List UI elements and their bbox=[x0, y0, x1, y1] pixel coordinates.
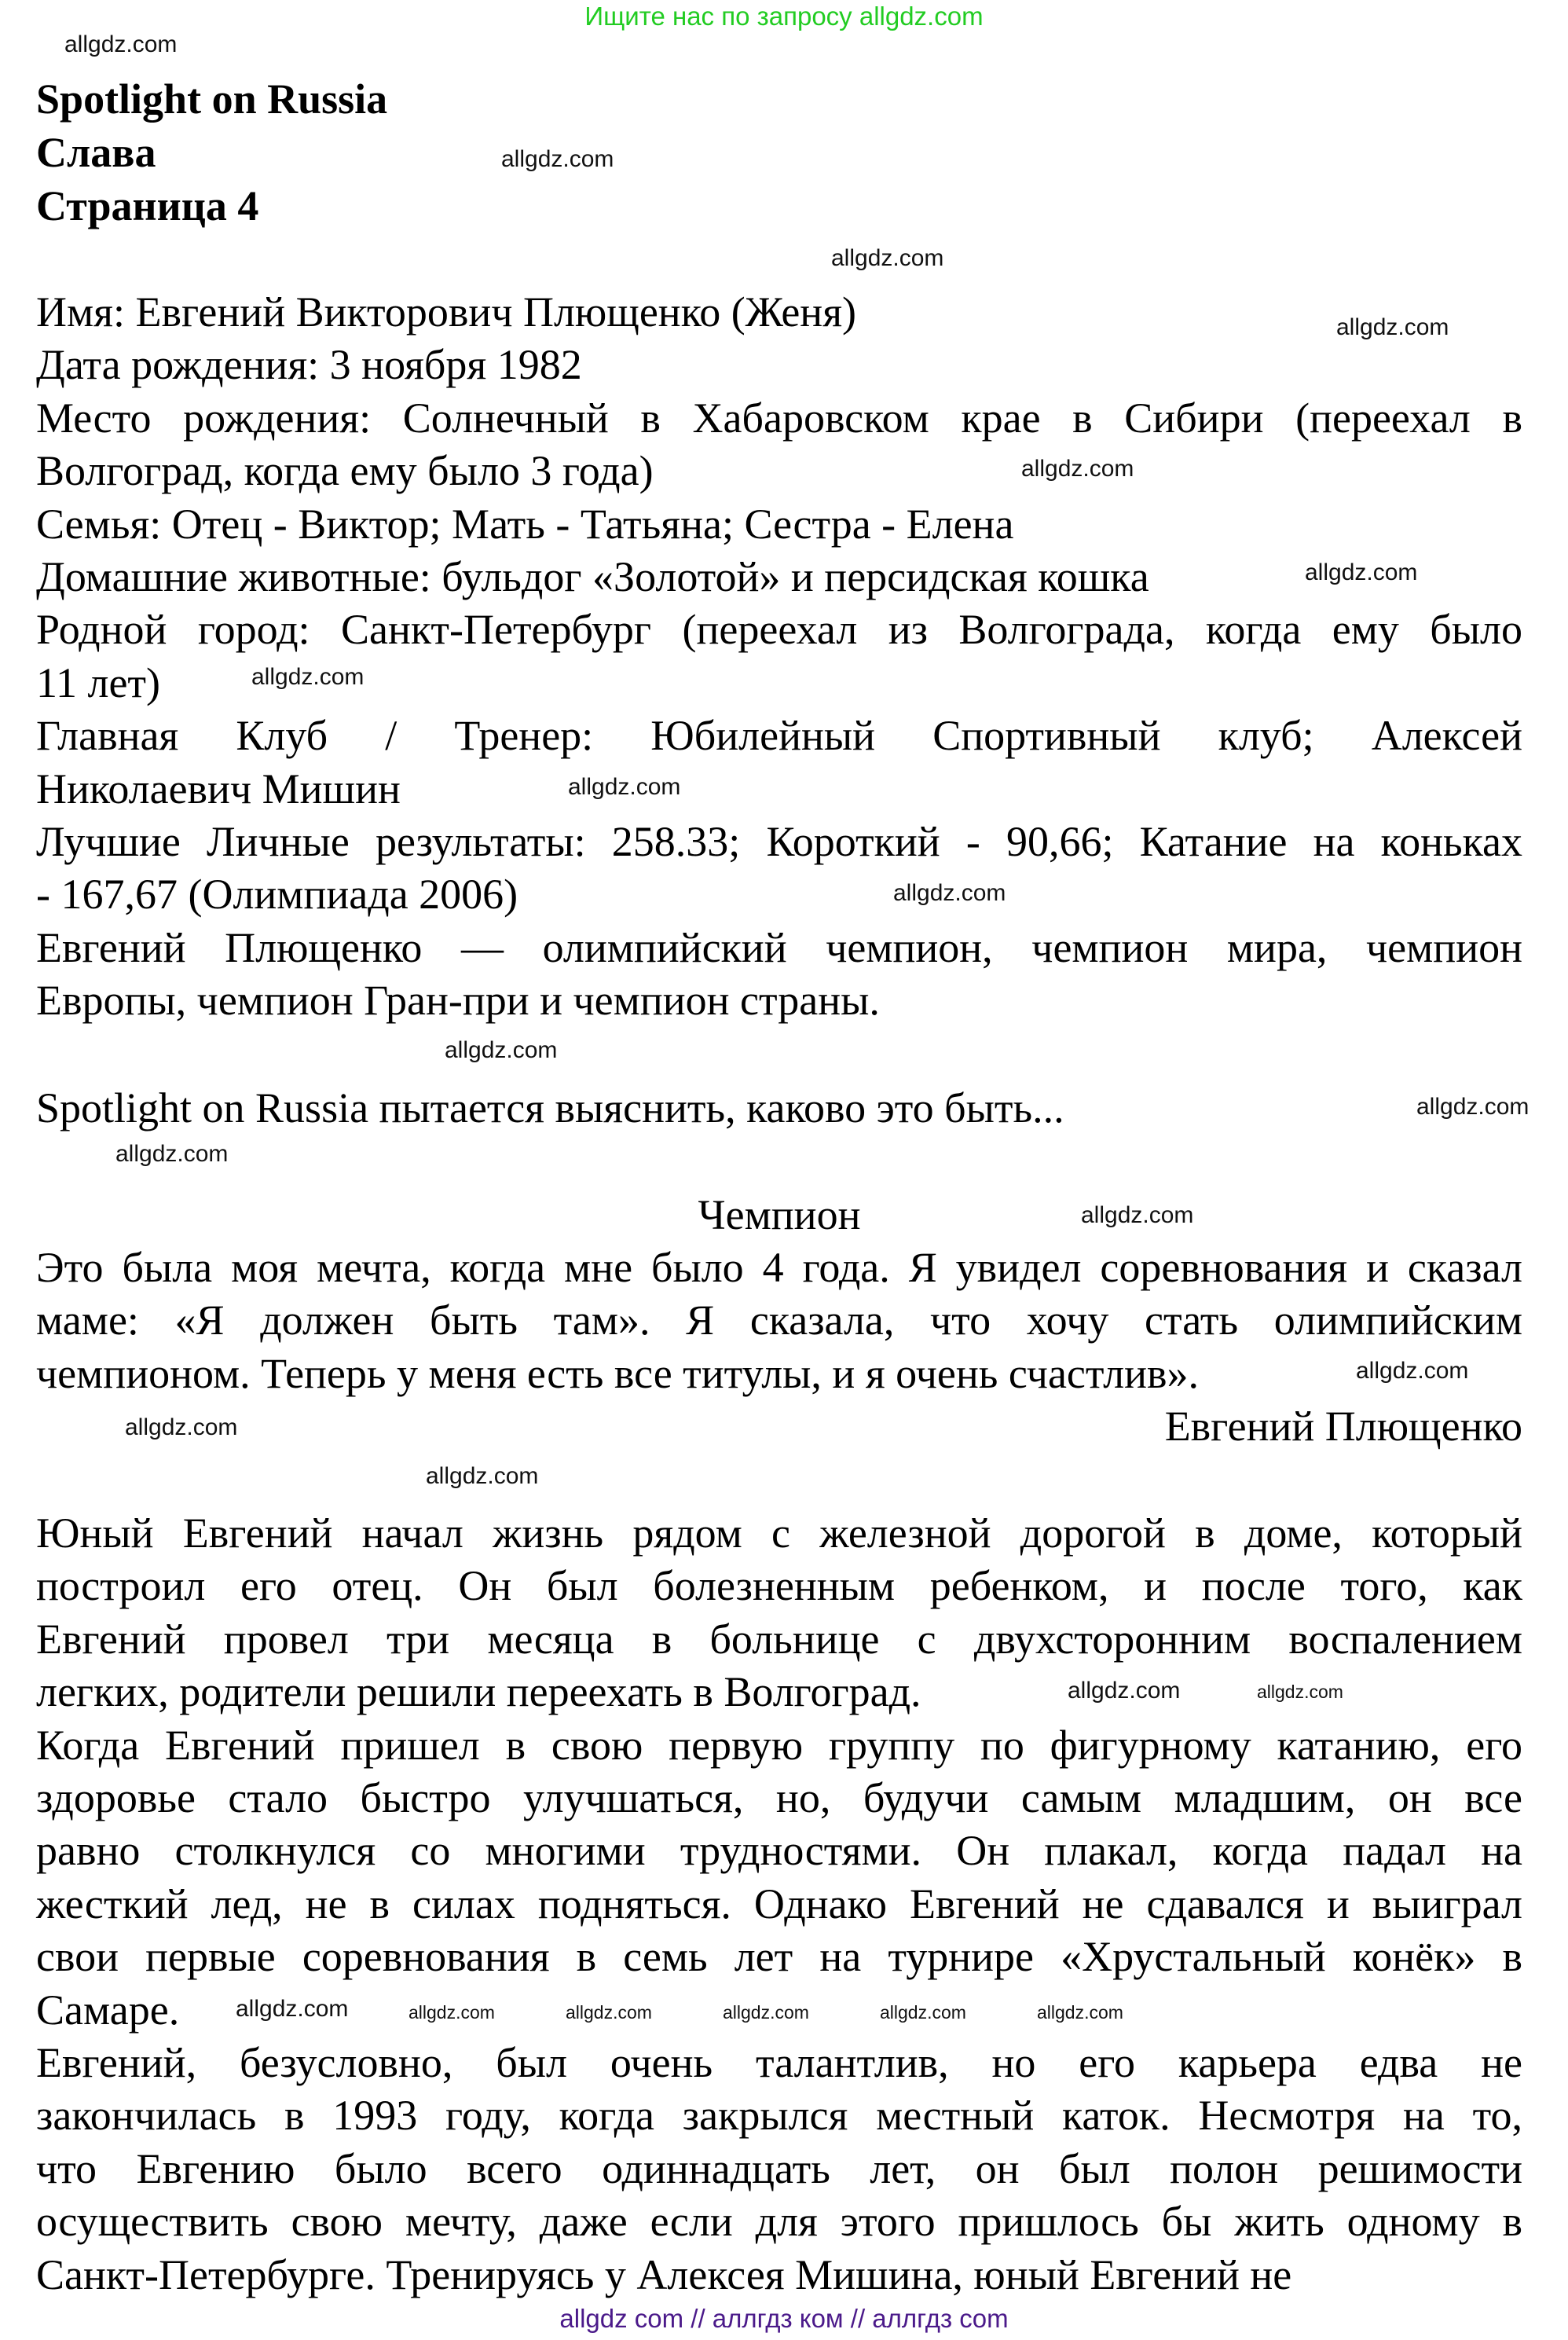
watermark: allgdz.com bbox=[1305, 559, 1418, 585]
champion-heading: Чемпион bbox=[698, 1191, 861, 1238]
watermark: allgdz.com bbox=[1021, 456, 1134, 482]
paragraph bbox=[36, 603, 1522, 710]
watermark: allgdz.com bbox=[566, 2002, 652, 2023]
watermark: allgdz.com bbox=[501, 146, 614, 172]
paragraph bbox=[36, 498, 1522, 551]
text-line: Spotlight on Russia пытается выяснить, каково это быть... bbox=[36, 1084, 1064, 1131]
paragraph bbox=[36, 339, 1522, 391]
text-line: Николаевич Мишин bbox=[36, 765, 401, 812]
paragraph bbox=[36, 1242, 1522, 1400]
watermark: allgdz.com bbox=[1081, 1202, 1194, 1228]
text-line: Домашние животные: бульдог «Золотой» и персидская кошка bbox=[36, 553, 1149, 601]
section-title: Слава bbox=[36, 129, 156, 176]
watermark: allgdz.com bbox=[723, 2002, 809, 2023]
info-section bbox=[36, 286, 1522, 1028]
text-line: Семья: Отец - Виктор; Мать - Татьяна; Сестра - Елена bbox=[36, 500, 1014, 548]
quote-author: Евгений Плющенко bbox=[1164, 1403, 1522, 1451]
text-line: Волгоград, когда ему было 3 года) bbox=[36, 447, 654, 495]
top-banner: Ищите нас по запросу allgdz.com bbox=[584, 2, 984, 31]
watermark: allgdz.com bbox=[251, 664, 365, 690]
watermark: allgdz.com bbox=[1336, 314, 1449, 340]
text-line: Евгений, безусловно, был очень талантлив, но его карьера едва не bbox=[36, 2039, 1522, 2087]
text-line: Дата рождения: 3 ноября 1982 bbox=[36, 341, 582, 389]
bottom-banner: allgdz com // аллгдз ком // аллгдз com bbox=[559, 2304, 1009, 2333]
text-line: Имя: Евгений Викторович Плющенко (Женя) bbox=[36, 288, 857, 336]
watermark: allgdz.com bbox=[1068, 1678, 1181, 1704]
paragraph bbox=[36, 1082, 1522, 1135]
paragraph bbox=[36, 922, 1522, 1028]
watermark: allgdz.com bbox=[1416, 1094, 1530, 1120]
text-line: Лучшие Личные результаты: 258.33; Короткий - 90,66; Катание на коньках bbox=[36, 818, 1522, 866]
quote-section bbox=[36, 1242, 1522, 1454]
paragraph bbox=[36, 1719, 1522, 2037]
text-line: Это была моя мечта, когда мне было 4 года. Я увидел соревнования и сказал bbox=[36, 1244, 1522, 1291]
watermark: allgdz.com bbox=[1257, 1682, 1343, 1702]
intro-section bbox=[36, 1082, 1522, 1135]
watermark: allgdz.com bbox=[445, 1037, 558, 1063]
text-line: осуществить свою мечту, даже если для этого пришлось бы жить одному в bbox=[36, 2198, 1522, 2246]
text-line: 11 лет) bbox=[36, 658, 160, 706]
watermark: allgdz.com bbox=[426, 1463, 539, 1489]
paragraph bbox=[36, 2037, 1522, 2301]
text-line: что Евгению было всего одиннадцать лет, он был полон решимости bbox=[36, 2144, 1522, 2192]
text-line: Юный Евгений начал жизнь рядом с железной дорогой в доме, который bbox=[36, 1509, 1522, 1557]
text-line: Евгений провел три месяца в больнице с двухсторонним воспалением bbox=[36, 1615, 1522, 1663]
paragraph bbox=[36, 286, 1522, 339]
text-line: свои первые соревнования в семь лет на турнире «Хрустальный конёк» в bbox=[36, 1933, 1522, 1981]
text-line: Когда Евгений пришел в свою первую группу по фигурному катанию, его bbox=[36, 1721, 1522, 1769]
text-line: Родной город: Санкт-Петербург (переехал из Волгограда, когда ему было bbox=[36, 606, 1522, 654]
text-line: построил его отец. Он был болезненным ребенком, и после того, как bbox=[36, 1562, 1522, 1610]
watermark: allgdz.com bbox=[880, 2002, 966, 2023]
text-line: Европы, чемпион Гран-при и чемпион страны. bbox=[36, 977, 880, 1025]
watermark: allgdz.com bbox=[568, 774, 681, 800]
watermark: allgdz.com bbox=[408, 2002, 495, 2023]
paragraph bbox=[36, 710, 1522, 816]
text-line: маме: «Я должен быть там». Я сказала, что хочу стать олимпийским bbox=[36, 1297, 1522, 1344]
paragraph bbox=[36, 551, 1522, 603]
watermark: allgdz.com bbox=[831, 245, 944, 271]
paragraph bbox=[36, 816, 1522, 922]
document-titles bbox=[36, 72, 1522, 233]
text-line: здоровье стало быстро улучшаться, но, будучи самым младшим, он все bbox=[36, 1774, 1522, 1822]
watermark: allgdz.com bbox=[115, 1141, 229, 1167]
watermark: allgdz.com bbox=[64, 31, 178, 57]
text-line: - 167,67 (Олимпиада 2006) bbox=[36, 871, 518, 919]
text-line: жесткий лед, не в силах подняться. Однако Евгений не сдавался и выиграл bbox=[36, 1880, 1522, 1927]
watermark: allgdz.com bbox=[893, 880, 1006, 906]
paragraph bbox=[36, 392, 1522, 498]
book-title: Spotlight on Russia bbox=[36, 75, 388, 123]
watermark: allgdz.com bbox=[1037, 2002, 1123, 2023]
text-line: закончилась в 1993 году, когда закрылся местный каток. Несмотря на то, bbox=[36, 2092, 1522, 2140]
text-line: Санкт-Петербурге. Тренируясь у Алексея Мишина, юный Евгений не bbox=[36, 2250, 1292, 2298]
story-section bbox=[36, 1507, 1522, 2301]
watermark: allgdz.com bbox=[236, 1996, 349, 2022]
watermark: allgdz.com bbox=[125, 1414, 238, 1440]
watermark: allgdz.com bbox=[1356, 1358, 1469, 1384]
text-line: Евгений Плющенко — олимпийский чемпион, чемпион мира, чемпион bbox=[36, 923, 1522, 971]
text-line: Главная Клуб / Тренер: Юбилейный Спортивный клуб; Алексей bbox=[36, 712, 1522, 760]
text-line: Место рождения: Солнечный в Хабаровском крае в Сибири (переехал в bbox=[36, 394, 1522, 442]
text-line: Самаре. bbox=[36, 1986, 180, 2034]
page-title: Страница 4 bbox=[36, 182, 259, 229]
text-line: равно столкнулся со многими трудностями. Он плакал, когда падал на bbox=[36, 1827, 1522, 1875]
text-line: чемпионом. Теперь у меня есть все титулы, и я очень счастлив». bbox=[36, 1349, 1199, 1397]
text-line: легких, родители решили переехать в Волгоград. bbox=[36, 1668, 921, 1716]
